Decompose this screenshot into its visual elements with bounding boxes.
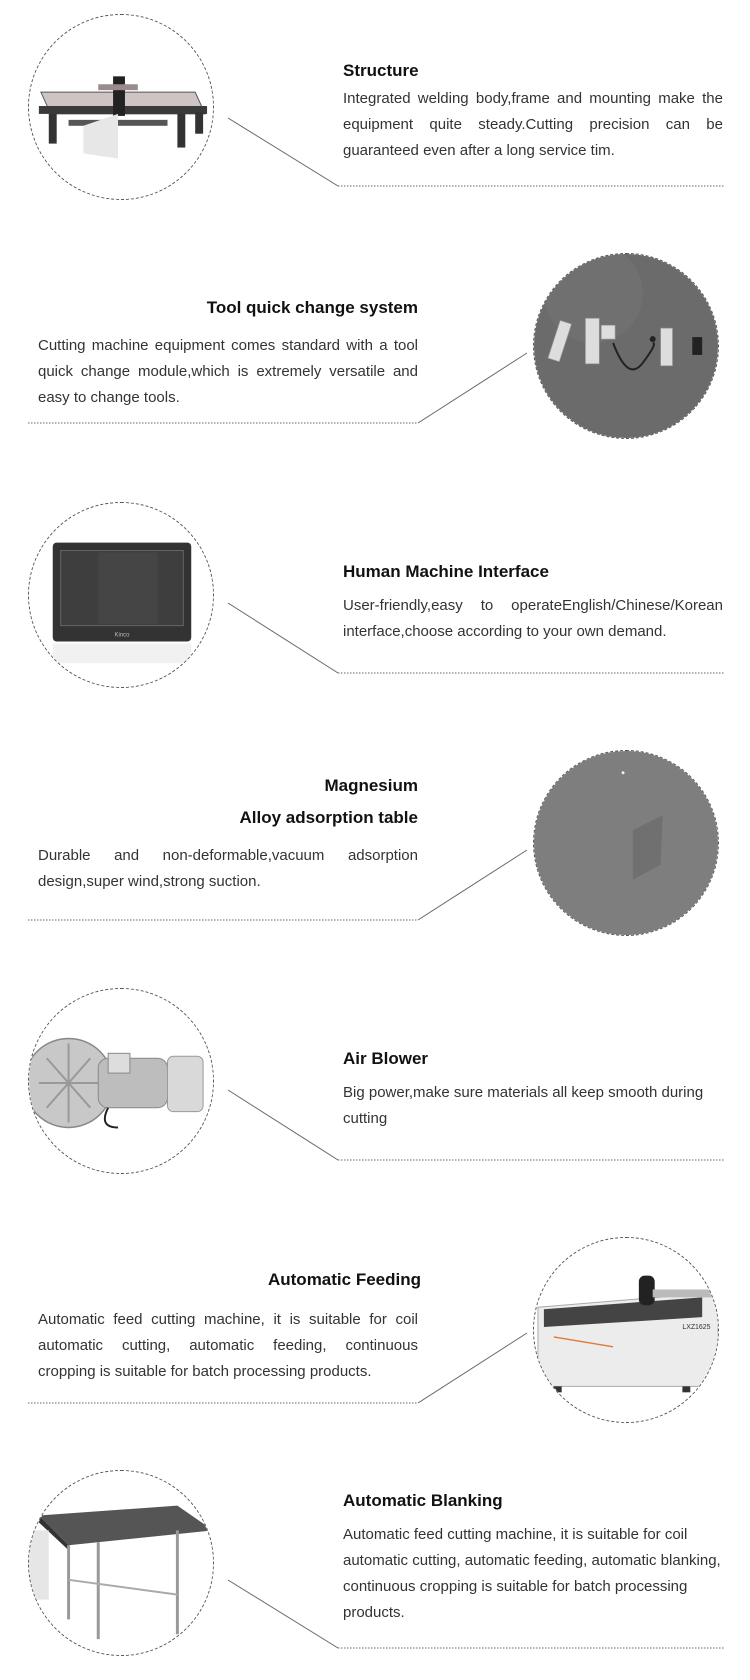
blanking-description: Automatic feed cutting machine, it is suitable for coil automatic cutting, automatic feeding, automatic blanking, continuous cropping is suitable for batch processing products.: [343, 1526, 721, 1621]
feeding-model-text: LXZ1625: [682, 1324, 711, 1332]
structure-description: Integrated welding body,frame and mounting make the equipment quite steady.Cutting precision can be guaranteed even after a long service tim.: [343, 90, 723, 159]
tool-change-description: Cutting machine equipment comes standard with a tool quick change module,which is extremely versatile and easy to change tools.: [38, 337, 418, 406]
blanking-image: [28, 1470, 214, 1656]
table-title-line1: Magnesium: [324, 776, 418, 795]
feeding-image: [533, 1237, 719, 1423]
hmi-image: [28, 502, 214, 688]
feeding-title: Automatic Feeding: [267, 1270, 421, 1289]
table-image: [533, 750, 719, 936]
structure-title: Structure: [343, 61, 419, 80]
hmi-brand-text: Kinco: [114, 632, 130, 639]
blower-image: [28, 988, 214, 1174]
tool-change-image: [533, 253, 719, 439]
hmi-title: Human Machine Interface: [343, 562, 549, 581]
table-description: Durable and non-deformable,vacuum adsorption design,super wind,strong suction.: [38, 847, 418, 890]
tool-change-title: Tool quick change system: [206, 298, 418, 317]
blower-title: Air Blower: [343, 1049, 429, 1068]
structure-image: [28, 14, 214, 200]
blanking-title: Automatic Blanking: [343, 1491, 503, 1510]
blower-description: Big power,make sure materials all keep smooth during cutting: [343, 1084, 704, 1127]
table-title-line2: Alloy adsorption table: [239, 808, 418, 827]
hmi-description: User-friendly,easy to operateEnglish/Chinese/Korean interface,choose according to your own demand.: [343, 597, 723, 640]
feeding-description: Automatic feed cutting machine, it is suitable for coil automatic cutting, automatic feeding, continuous cropping is suitable for batch processing products.: [38, 1311, 418, 1380]
